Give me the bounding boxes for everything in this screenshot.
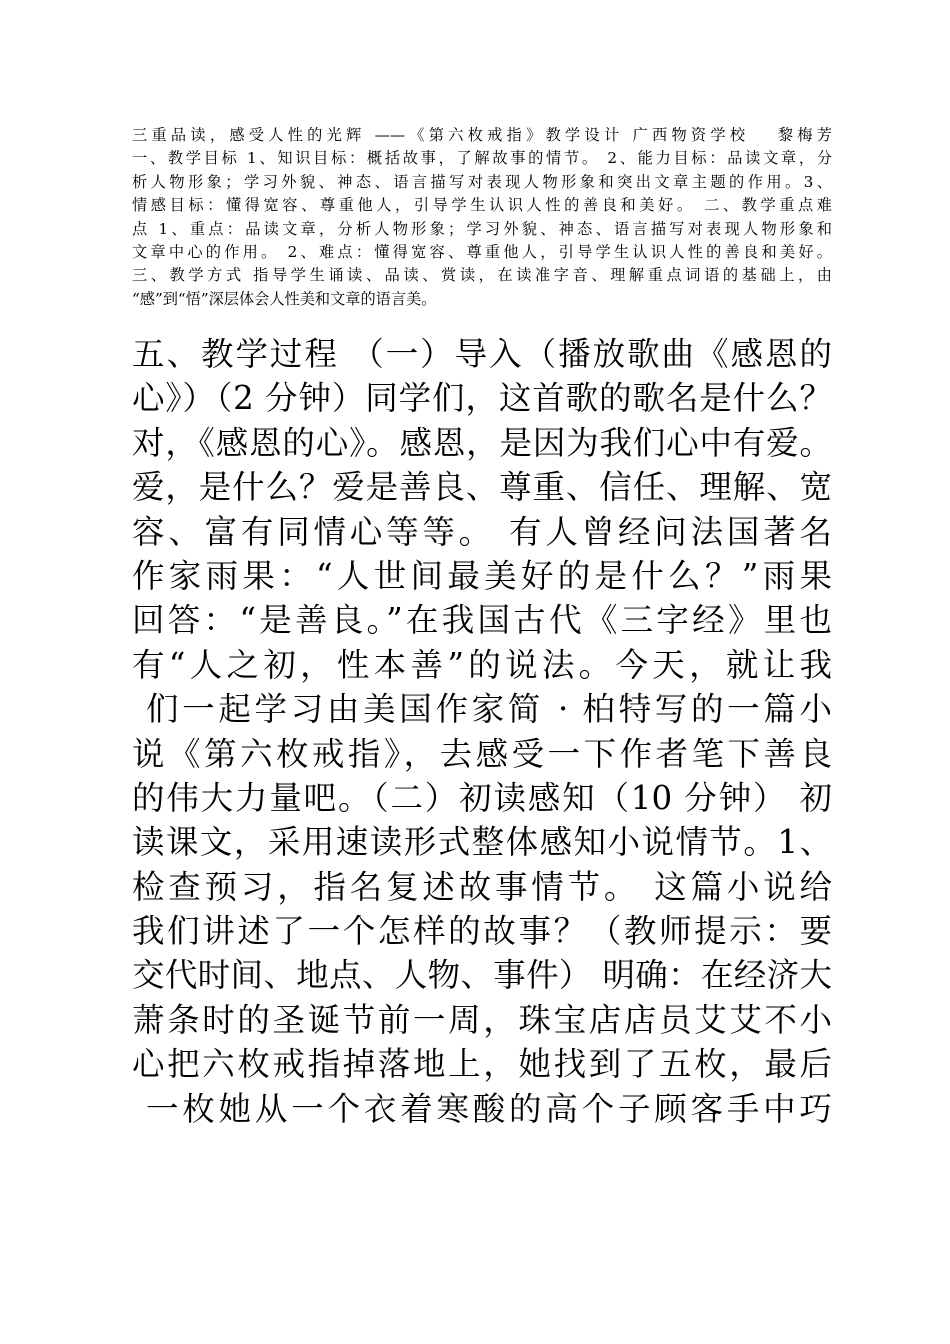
- text-line: 交代时间、地点、人物、事件） 明确：在经济大: [132, 956, 832, 995]
- text-line: 说《第六枚戒指》，去感受一下作者笔下善良: [132, 734, 832, 773]
- text-line: 五、教学过程 （一）导入（播放歌曲《感恩的: [132, 335, 832, 373]
- text-line: 点 1、重点：品读文章，分析人物形象；学习外貌、神态、语言描写对表现人物形象和: [132, 219, 832, 238]
- text-line: 三、教学方式 指导学生诵读、品读、赏读，在读准字音、理解重点词语的基础上，由: [132, 266, 832, 285]
- text-line: 爱，是什么？爱是善良、尊重、信任、理解、宽: [132, 468, 832, 507]
- text-line: 文章中心的作用。 2、难点：懂得宽容、尊重他人，引导学生认识人性的善良和美好。: [132, 242, 832, 261]
- text-line: 有“人之初，性本善”的说法。今天，就让我: [132, 645, 832, 684]
- text-line: 容、富有同情心等等。 有人曾经问法国著名: [132, 512, 832, 551]
- text-line: 作家雨果：“人世间最美好的是什么？”雨果: [132, 556, 832, 595]
- text-line: 心》）（2 分钟）同学们，这首歌的歌名是什么？: [132, 379, 832, 418]
- text-line: 回答：“是善良。”在我国古代《三字经》里也: [132, 601, 832, 640]
- intro-paragraph: [132, 124, 832, 311]
- text-line: 们一起学习由美国作家简 · 柏特写的一篇小: [146, 690, 832, 729]
- text-line: 检查预习，指名复述故事情节。 这篇小说给: [132, 867, 832, 906]
- text-line: 一枚她从一个衣着寒酸的高个子顾客手中巧: [146, 1089, 832, 1128]
- text-line: 心把六枚戒指掉落地上，她找到了五枚，最后: [132, 1045, 832, 1084]
- text-line: 萧条时的圣诞节前一周，珠宝店店员艾艾不小: [132, 1000, 832, 1039]
- text-line: 对，《感恩的心》。感恩，是因为我们心中有爱。: [132, 423, 832, 462]
- text-line: 三重品读，感受人性的光辉 ——《第六枚戒指》教学设计 广西物资学校 黎梅芳: [132, 126, 832, 144]
- text-line: 的伟大力量吧。（二）初读感知（10 分钟） 初: [132, 778, 832, 817]
- text-line: “感”到“悟”深层体会人性美和文章的语言美。: [132, 289, 437, 308]
- text-line: 读课文，采用速读形式整体感知小说情节。1、: [132, 823, 832, 862]
- teaching-process-paragraph: [132, 332, 832, 1131]
- text-line: 一、教学目标 1、知识目标：概括故事，了解故事的情节。 2、能力目标：品读文章，分: [132, 149, 832, 168]
- text-line: 析人物形象；学习外貌、神态、语言描写对表现人物形象和突出文章主题的作用。3、: [132, 172, 832, 191]
- text-line: 情感目标：懂得宽容、尊重他人，引导学生认识人性的善良和美好。 二、教学重点难: [132, 196, 832, 215]
- text-line: 我们讲述了一个怎样的故事？（教师提示：要: [132, 912, 832, 951]
